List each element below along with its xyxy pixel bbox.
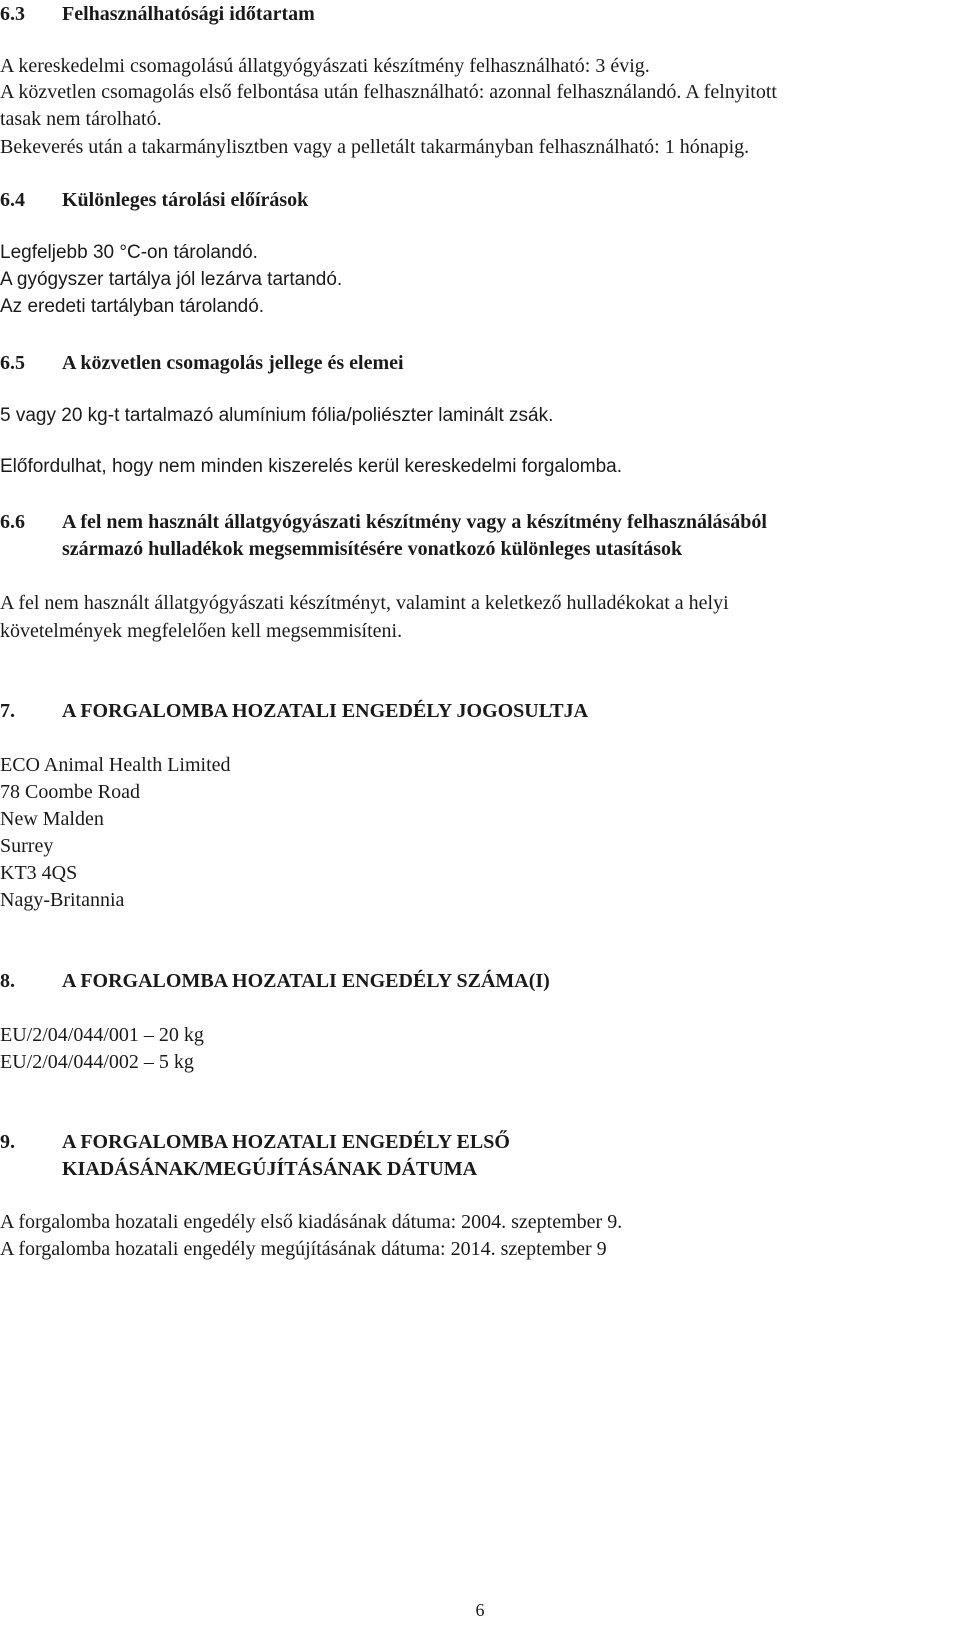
paragraph-line: A fel nem használt állatgyógyászati készítményt, valamint a keletkező hulladékokat a helyi [0,592,729,614]
section-title-line2: származó hulladékok megsemmisítésére vonatkozó különleges utasítások [62,538,683,560]
section-title: A közvetlen csomagolás jellege és elemei [62,352,404,374]
address-line: KT3 4QS [0,862,78,884]
section-number: 6.4 [0,189,25,211]
paragraph-line: A kereskedelmi csomagolású állatgyógyászati készítmény felhasználható: 3 évig. [0,55,650,77]
section-number: 6.5 [0,352,25,374]
authorisation-number: EU/2/04/044/001 – 20 kg [0,1024,204,1046]
section-title: A FORGALOMBA HOZATALI ENGEDÉLY SZÁMA(I) [62,970,550,992]
section-number: 8. [0,970,15,992]
address-line: New Malden [0,808,104,830]
section-title: Különleges tárolási előírások [62,189,309,211]
section-title-line1: A FORGALOMBA HOZATALI ENGEDÉLY ELSŐ [62,1131,510,1153]
section-number: 7. [0,700,15,722]
date-line: A forgalomba hozatali engedély megújításának dátuma: 2014. szeptember 9 [0,1238,607,1260]
paragraph-line: tasak nem tárolható. [0,108,162,130]
paragraph-line: Előfordulhat, hogy nem minden kiszerelés kerül kereskedelmi forgalomba. [0,456,623,477]
paragraph-line: 5 vagy 20 kg-t tartalmazó alumínium fólia/poliészter laminált zsák. [0,405,554,426]
section-title-line2: KIADÁSÁNAK/MEGÚJÍTÁSÁNAK DÁTUMA [62,1158,478,1180]
address-line: ECO Animal Health Limited [0,754,231,776]
section-number: 6.3 [0,3,25,25]
section-number: 9. [0,1131,15,1153]
section-title: Felhasználhatósági időtartam [62,3,315,25]
address-line: 78 Coombe Road [0,781,140,803]
date-line: A forgalomba hozatali engedély első kiadásának dátuma: 2004. szeptember 9. [0,1211,623,1233]
paragraph-line: Bekeverés után a takarmánylisztben vagy a pelletált takarmányban felhasználható: 1 hónapig. [0,136,750,158]
paragraph-line: A közvetlen csomagolás első felbontása után felhasználható: azonnal felhasználandó. A felnyitott [0,81,777,103]
address-line: Surrey [0,835,54,857]
paragraph-line: követelmények megfelelően kell megsemmisíteni. [0,620,403,642]
section-title: A FORGALOMBA HOZATALI ENGEDÉLY JOGOSULTJA [62,700,589,722]
page-number: 6 [475,1600,485,1620]
paragraph-line: Az eredeti tartályban tárolandó. [0,296,265,317]
address-line: Nagy-Britannia [0,889,125,911]
authorisation-number: EU/2/04/044/002 – 5 kg [0,1051,194,1073]
section-title-line1: A fel nem használt állatgyógyászati készítmény vagy a készítmény felhasználásából [62,511,767,533]
section-number: 6.6 [0,511,25,533]
paragraph-line: A gyógyszer tartálya jól lezárva tartandó. [0,269,343,290]
paragraph-line: Legfeljebb 30 °C-on tárolandó. [0,242,258,263]
